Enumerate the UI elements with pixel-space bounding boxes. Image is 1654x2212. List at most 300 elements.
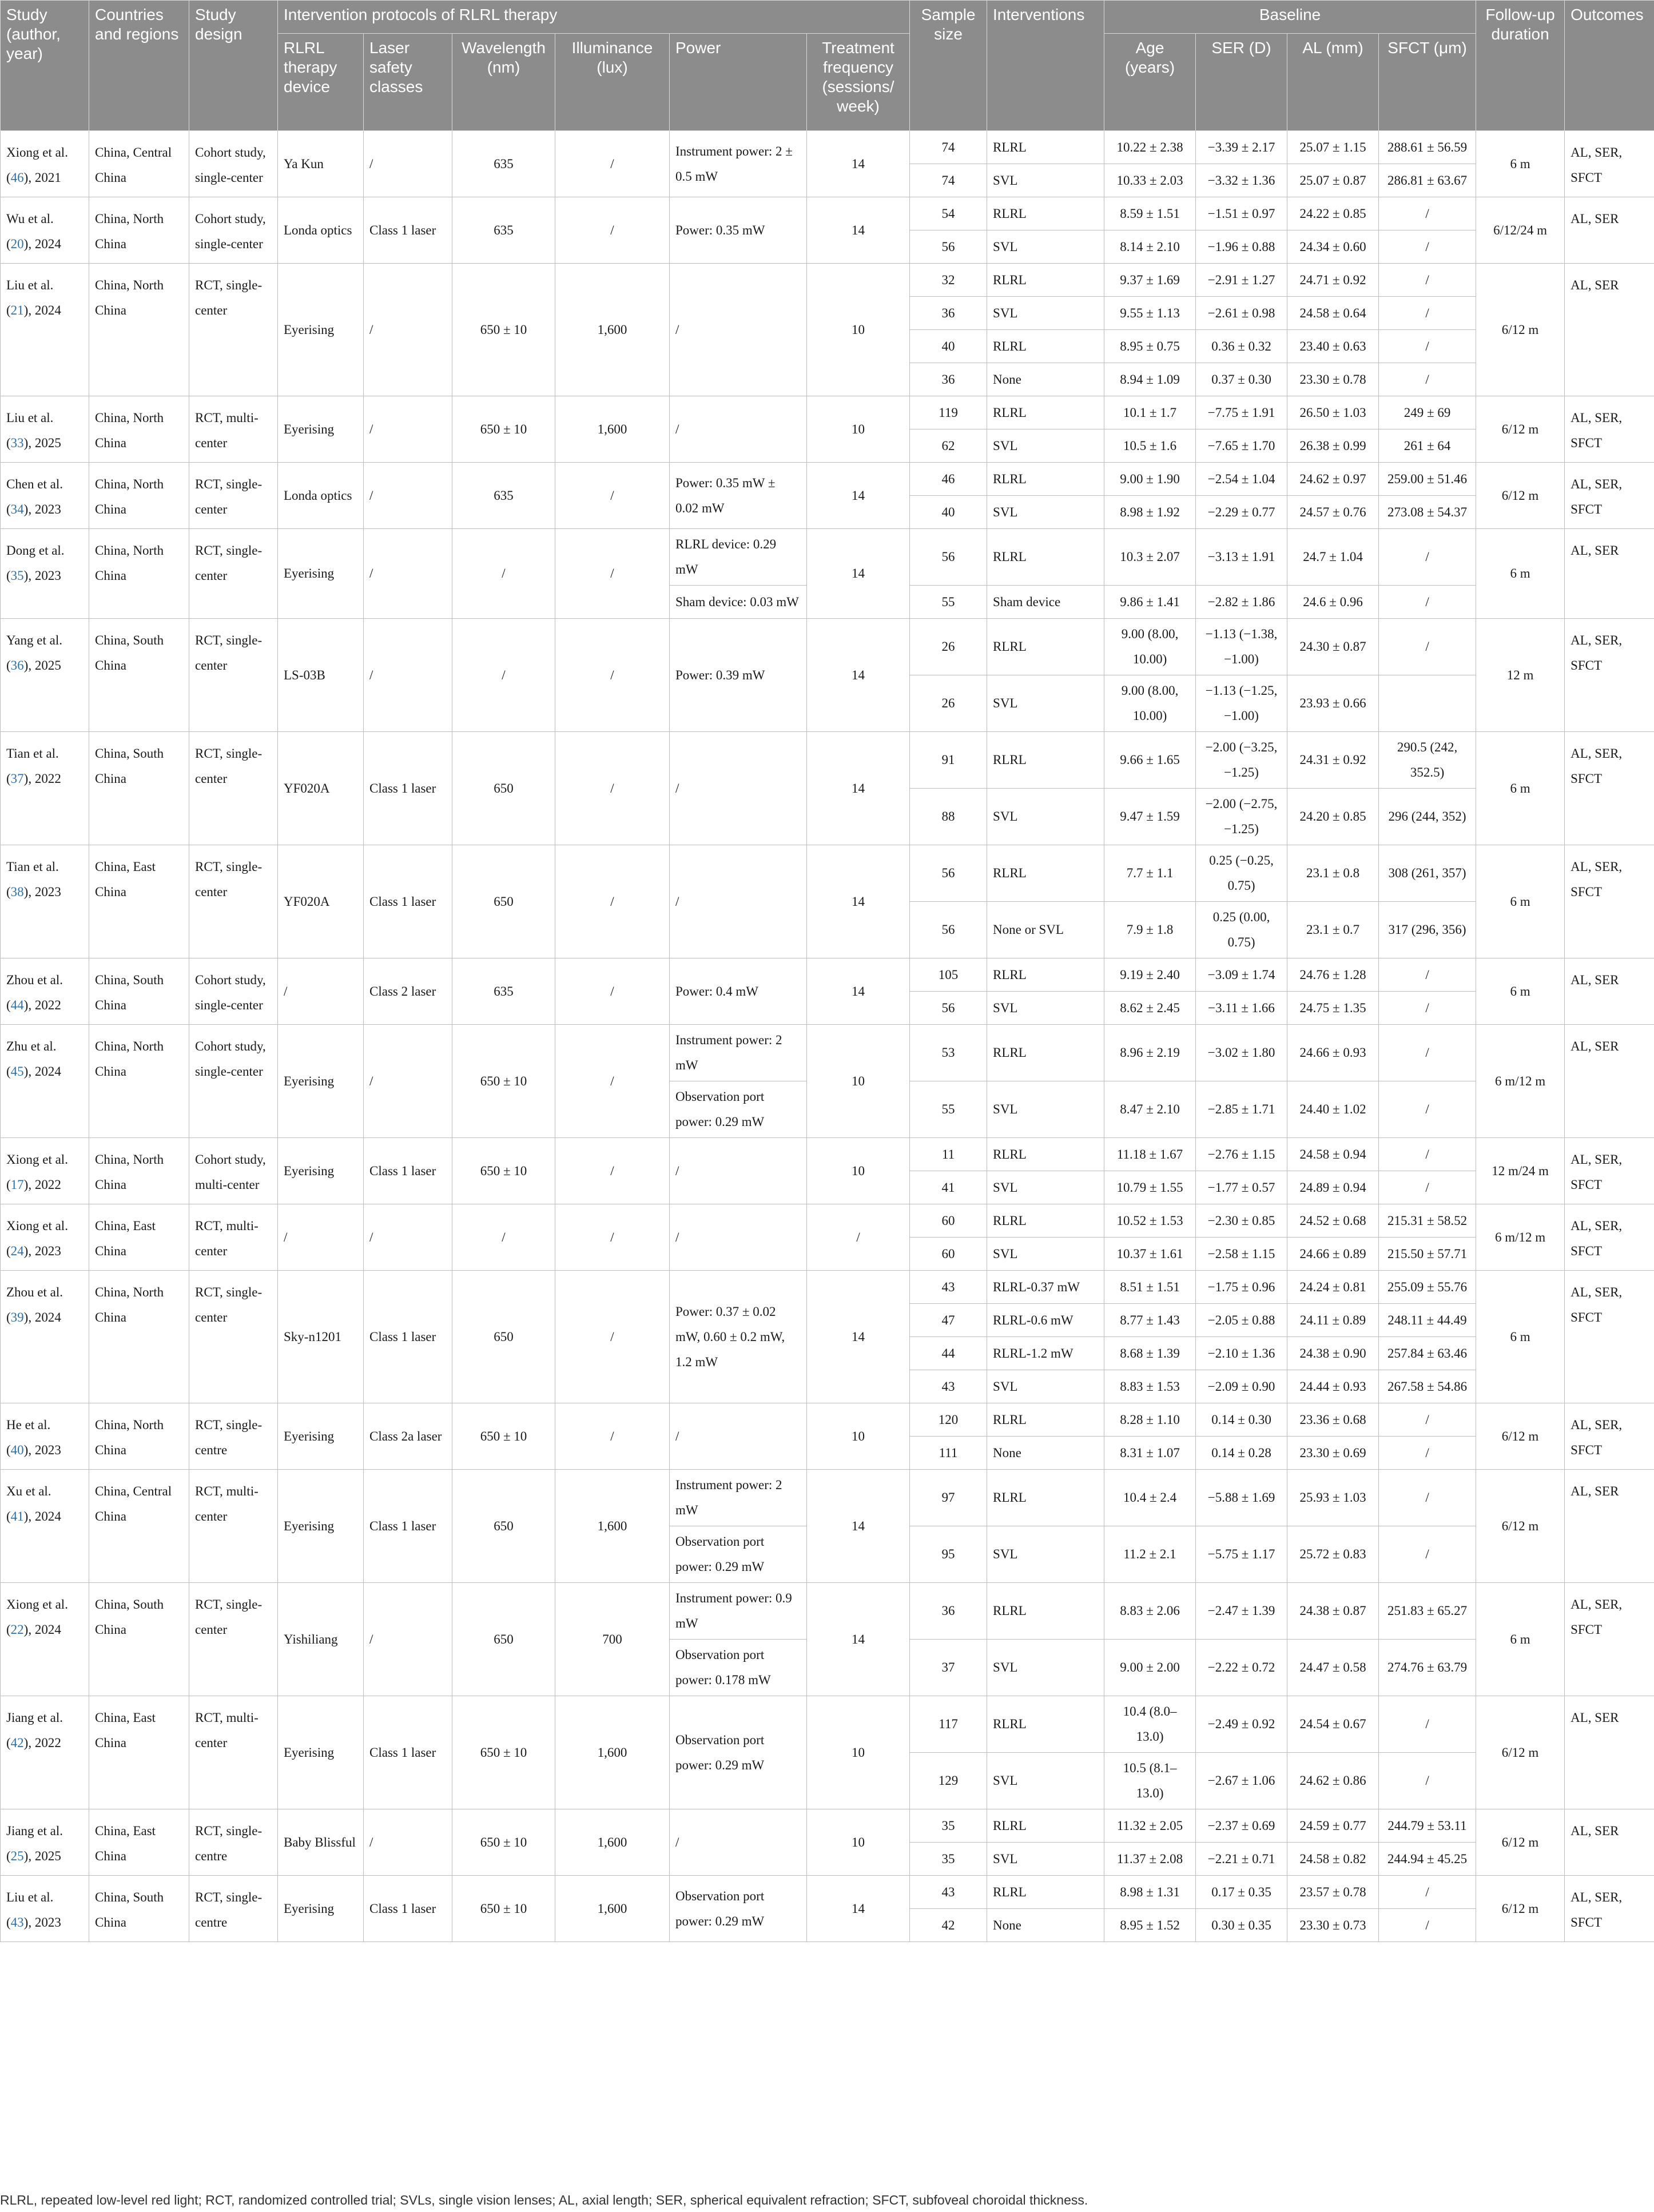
sfct-cell: 308 (261, 357): [1379, 845, 1476, 902]
outcomes-cell: AL, SER: [1565, 1025, 1654, 1138]
study-ref-link[interactable]: 46: [10, 170, 24, 185]
country-cell: China, South China: [89, 619, 189, 732]
study-ref-link[interactable]: 42: [10, 1736, 24, 1750]
ser-cell: −2.10 ± 1.36: [1196, 1337, 1287, 1370]
illuminance-cell: /: [555, 1204, 670, 1271]
followup-cell: 6 m/12 m: [1476, 1025, 1565, 1138]
country-cell: China, South China: [89, 1583, 189, 1696]
study-author: Wu et al.: [6, 212, 54, 226]
study-ref-link[interactable]: 21: [10, 303, 24, 317]
sample-size-cell: 36: [910, 363, 987, 396]
followup-cell: 6/12 m: [1476, 463, 1565, 529]
al-cell: 24.31 ± 0.92: [1287, 732, 1379, 789]
followup-cell: 6 m/12 m: [1476, 1204, 1565, 1271]
table-row: [1, 463, 1654, 496]
ser-cell: 0.14 ± 0.30: [1196, 1403, 1287, 1437]
study-author: Dong et al.: [6, 543, 65, 558]
age-cell: 10.4 (8.0–13.0): [1104, 1696, 1196, 1753]
laser-class-cell: Class 1 laser: [364, 1876, 452, 1942]
sfct-cell: 317 (296, 356): [1379, 902, 1476, 958]
outcomes-cell: AL, SER: [1565, 197, 1654, 264]
device-cell: Eyerising: [278, 1876, 364, 1942]
study-cell: Zhu et al. (45), 2024: [1, 1025, 89, 1138]
study-author: Xiong et al.: [6, 1597, 68, 1612]
sample-size-cell: 35: [910, 1809, 987, 1843]
device-cell: Ya Kun: [278, 131, 364, 197]
device-cell: Sky-n1201: [278, 1271, 364, 1403]
sfct-cell: /: [1379, 1025, 1476, 1081]
sample-size-cell: 42: [910, 1909, 987, 1942]
header-al: AL (mm): [1287, 34, 1379, 131]
table-row: [1, 1876, 1654, 1909]
sfct-cell: /: [1379, 1403, 1476, 1437]
study-cell: Zhou et al. (39), 2024: [1, 1271, 89, 1403]
al-cell: 23.30 ± 0.73: [1287, 1909, 1379, 1942]
ser-cell: −2.82 ± 1.86: [1196, 586, 1287, 619]
followup-cell: 6 m: [1476, 958, 1565, 1025]
study-ref-link[interactable]: 33: [10, 436, 24, 450]
sfct-cell: /: [1379, 586, 1476, 619]
header-baseline-group: Baseline: [1104, 1, 1476, 34]
sfct-cell: 286.81 ± 63.67: [1379, 164, 1476, 197]
sfct-cell: /: [1379, 619, 1476, 675]
age-cell: 8.94 ± 1.09: [1104, 363, 1196, 396]
study-cell: Tian et al. (37), 2022: [1, 732, 89, 845]
outcomes-cell: AL, SER: [1565, 958, 1654, 1025]
ser-cell: 0.25 (0.00, 0.75): [1196, 902, 1287, 958]
table-row: [1, 619, 1654, 675]
sample-size-cell: 32: [910, 264, 987, 297]
laser-class-cell: /: [364, 463, 452, 529]
sample-size-cell: 43: [910, 1271, 987, 1304]
study-ref-link[interactable]: 39: [10, 1310, 24, 1324]
al-cell: 23.30 ± 0.69: [1287, 1437, 1379, 1470]
followup-cell: 6/12 m: [1476, 396, 1565, 463]
sample-size-cell: 60: [910, 1204, 987, 1238]
study-ref-link[interactable]: 41: [10, 1509, 24, 1523]
wavelength-cell: 635: [452, 463, 555, 529]
sfct-cell: 274.76 ± 63.79: [1379, 1640, 1476, 1696]
illuminance-cell: /: [555, 529, 670, 619]
ser-cell: −2.30 ± 0.85: [1196, 1204, 1287, 1238]
outcomes-cell: AL, SER, SFCT: [1565, 1583, 1654, 1696]
sample-size-cell: 56: [910, 845, 987, 902]
al-cell: 24.58 ± 0.82: [1287, 1843, 1379, 1876]
ser-cell: −1.13 (−1.38, −1.00): [1196, 619, 1287, 675]
design-cell: RCT, single-center: [189, 1583, 278, 1696]
header-study: Study (author, year): [1, 1, 89, 131]
design-cell: Cohort study, single-center: [189, 1025, 278, 1138]
age-cell: 8.96 ± 2.19: [1104, 1025, 1196, 1081]
sfct-cell: 267.58 ± 54.86: [1379, 1370, 1476, 1403]
al-cell: 24.52 ± 0.68: [1287, 1204, 1379, 1238]
ser-cell: −2.09 ± 0.90: [1196, 1370, 1287, 1403]
study-year: 2024: [34, 1064, 61, 1079]
study-ref-link[interactable]: 38: [10, 885, 24, 899]
frequency-cell: 10: [807, 264, 910, 396]
followup-cell: 12 m: [1476, 619, 1565, 732]
study-year: 2025: [34, 658, 61, 673]
age-cell: 9.00 ± 2.00: [1104, 1640, 1196, 1696]
wavelength-cell: 650 ± 10: [452, 1138, 555, 1204]
followup-cell: 6/12 m: [1476, 1403, 1565, 1470]
design-cell: RCT, multi-center: [189, 1696, 278, 1809]
followup-cell: 6/12 m: [1476, 1470, 1565, 1583]
wavelength-cell: 650 ± 10: [452, 1809, 555, 1876]
country-cell: China, North China: [89, 264, 189, 396]
age-cell: 11.2 ± 2.1: [1104, 1526, 1196, 1583]
ser-cell: −2.91 ± 1.27: [1196, 264, 1287, 297]
study-ref-link[interactable]: 34: [10, 502, 24, 516]
frequency-cell: 10: [807, 1696, 910, 1809]
power-cell: RLRL device: 0.29 mW: [670, 529, 807, 586]
wavelength-cell: 635: [452, 131, 555, 197]
study-ref-link[interactable]: 37: [10, 771, 24, 786]
age-cell: 9.00 (8.00, 10.00): [1104, 675, 1196, 732]
sfct-cell: 249 ± 69: [1379, 396, 1476, 429]
age-cell: 9.47 ± 1.59: [1104, 789, 1196, 845]
power-cell: Power: 0.4 mW: [670, 958, 807, 1025]
frequency-cell: 14: [807, 529, 910, 619]
illuminance-cell: 1,600: [555, 1696, 670, 1809]
intervention-cell: SVL: [987, 1526, 1104, 1583]
ser-cell: −2.76 ± 1.15: [1196, 1138, 1287, 1171]
sample-size-cell: 111: [910, 1437, 987, 1470]
sfct-cell: /: [1379, 1876, 1476, 1909]
sample-size-cell: 129: [910, 1753, 987, 1809]
ser-cell: −2.00 (−2.75, −1.25): [1196, 789, 1287, 845]
age-cell: 8.68 ± 1.39: [1104, 1337, 1196, 1370]
study-ref-link[interactable]: 22: [10, 1622, 24, 1637]
sfct-cell: 215.50 ± 57.71: [1379, 1238, 1476, 1271]
illuminance-cell: /: [555, 732, 670, 845]
intervention-cell: RLRL: [987, 131, 1104, 164]
country-cell: China, East China: [89, 1696, 189, 1809]
design-cell: RCT, single-center: [189, 264, 278, 396]
country-cell: China, North China: [89, 1025, 189, 1138]
ser-cell: −3.09 ± 1.74: [1196, 958, 1287, 992]
design-cell: RCT, single-center: [189, 619, 278, 732]
frequency-cell: 14: [807, 619, 910, 732]
al-cell: 25.07 ± 0.87: [1287, 164, 1379, 197]
followup-cell: 6/12/24 m: [1476, 197, 1565, 264]
study-ref-link[interactable]: 36: [10, 658, 24, 673]
study-author: Liu et al.: [6, 411, 54, 425]
design-cell: Cohort study, single-center: [189, 958, 278, 1025]
sample-size-cell: 74: [910, 164, 987, 197]
study-author: Tian et al.: [6, 746, 59, 761]
ser-cell: −2.49 ± 0.92: [1196, 1696, 1287, 1753]
al-cell: 24.66 ± 0.89: [1287, 1238, 1379, 1271]
intervention-cell: SVL: [987, 675, 1104, 732]
outcomes-cell: AL, SER, SFCT: [1565, 396, 1654, 463]
age-cell: 8.95 ± 0.75: [1104, 330, 1196, 363]
ser-cell: 0.37 ± 0.30: [1196, 363, 1287, 396]
laser-class-cell: Class 1 laser: [364, 1696, 452, 1809]
sample-size-cell: 53: [910, 1025, 987, 1081]
laser-class-cell: /: [364, 396, 452, 463]
al-cell: 25.72 ± 0.83: [1287, 1526, 1379, 1583]
study-cell: Liu et al. (21), 2024: [1, 264, 89, 396]
al-cell: 24.24 ± 0.81: [1287, 1271, 1379, 1304]
power-cell: /: [670, 1809, 807, 1876]
intervention-cell: SVL: [987, 1640, 1104, 1696]
intervention-cell: None or SVL: [987, 902, 1104, 958]
power-cell: Observation port power: 0.29 mW: [670, 1696, 807, 1809]
sample-size-cell: 43: [910, 1876, 987, 1909]
age-cell: 8.98 ± 1.31: [1104, 1876, 1196, 1909]
study-ref-link[interactable]: 45: [10, 1064, 24, 1079]
ser-cell: −2.54 ± 1.04: [1196, 463, 1287, 496]
device-cell: YF020A: [278, 732, 364, 845]
al-cell: 24.47 ± 0.58: [1287, 1640, 1379, 1696]
al-cell: 24.89 ± 0.94: [1287, 1171, 1379, 1204]
ser-cell: −5.88 ± 1.69: [1196, 1470, 1287, 1526]
ser-cell: −2.05 ± 0.88: [1196, 1304, 1287, 1337]
study-author: Xu et al.: [6, 1484, 51, 1498]
study-author: Xiong et al.: [6, 1219, 68, 1233]
ser-cell: −3.11 ± 1.66: [1196, 992, 1287, 1025]
laser-class-cell: /: [364, 1025, 452, 1138]
study-ref-link[interactable]: 40: [10, 1443, 24, 1457]
ser-cell: −7.65 ± 1.70: [1196, 429, 1287, 463]
device-cell: YF020A: [278, 845, 364, 958]
country-cell: China, North China: [89, 1271, 189, 1403]
ser-cell: −2.61 ± 0.98: [1196, 297, 1287, 330]
ser-cell: −5.75 ± 1.17: [1196, 1526, 1287, 1583]
table-row: [1, 1025, 1654, 1081]
wavelength-cell: 650 ± 10: [452, 264, 555, 396]
design-cell: Cohort study, single-center: [189, 131, 278, 197]
device-cell: LS-03B: [278, 619, 364, 732]
design-cell: RCT, single-center: [189, 1271, 278, 1403]
study-ref-link[interactable]: 24: [10, 1244, 24, 1258]
study-ref-link[interactable]: 44: [10, 998, 24, 1012]
intervention-cell: SVL: [987, 429, 1104, 463]
power-cell: /: [670, 264, 807, 396]
followup-cell: 6/12 m: [1476, 1809, 1565, 1876]
study-year: 2025: [34, 1849, 61, 1863]
sfct-cell: /: [1379, 1171, 1476, 1204]
al-cell: 24.58 ± 0.94: [1287, 1138, 1379, 1171]
study-ref-link[interactable]: 17: [10, 1177, 24, 1192]
table-row: [1, 396, 1654, 429]
frequency-cell: 10: [807, 1403, 910, 1470]
sample-size-cell: 54: [910, 197, 987, 230]
age-cell: 10.3 ± 2.07: [1104, 529, 1196, 586]
device-cell: Londa optics: [278, 463, 364, 529]
power-cell: Instrument power: 2 mW: [670, 1470, 807, 1526]
design-cell: Cohort study, single-center: [189, 197, 278, 264]
outcomes-cell: AL, SER, SFCT: [1565, 1138, 1654, 1204]
sfct-cell: /: [1379, 230, 1476, 264]
header-interventions: Interventions: [987, 1, 1104, 131]
study-cell: He et al. (40), 2023: [1, 1403, 89, 1470]
table-header: [1, 1, 1654, 131]
age-cell: 9.86 ± 1.41: [1104, 586, 1196, 619]
illuminance-cell: 1,600: [555, 1809, 670, 1876]
design-cell: RCT, single-center: [189, 732, 278, 845]
intervention-cell: None: [987, 1437, 1104, 1470]
age-cell: 10.4 ± 2.4: [1104, 1470, 1196, 1526]
study-year: 2025: [34, 436, 61, 450]
device-cell: Baby Blissful: [278, 1809, 364, 1876]
country-cell: China, South China: [89, 732, 189, 845]
wavelength-cell: 650 ± 10: [452, 1876, 555, 1942]
table-row: [1, 1470, 1654, 1526]
study-ref-link[interactable]: 43: [10, 1915, 24, 1929]
outcomes-cell: AL, SER, SFCT: [1565, 732, 1654, 845]
sample-size-cell: 56: [910, 992, 987, 1025]
ser-cell: −2.29 ± 0.77: [1196, 496, 1287, 529]
age-cell: 8.47 ± 2.10: [1104, 1081, 1196, 1138]
outcomes-cell: AL, SER, SFCT: [1565, 845, 1654, 958]
study-author: Xiong et al.: [6, 1152, 68, 1167]
design-cell: RCT, single-centre: [189, 1403, 278, 1470]
design-cell: RCT, single-center: [189, 463, 278, 529]
wavelength-cell: 650: [452, 1470, 555, 1583]
age-cell: 10.22 ± 2.38: [1104, 131, 1196, 164]
header-sample: Sample size: [910, 1, 987, 131]
study-ref-link[interactable]: 35: [10, 568, 24, 583]
intervention-cell: None: [987, 363, 1104, 396]
age-cell: 8.83 ± 1.53: [1104, 1370, 1196, 1403]
sample-size-cell: 119: [910, 396, 987, 429]
country-cell: China, South China: [89, 958, 189, 1025]
study-year: 2024: [34, 1509, 61, 1523]
outcomes-cell: AL, SER, SFCT: [1565, 1876, 1654, 1942]
country-cell: China, Central China: [89, 1470, 189, 1583]
sample-size-cell: 56: [910, 230, 987, 264]
al-cell: 26.38 ± 0.99: [1287, 429, 1379, 463]
sfct-cell: 296 (244, 352): [1379, 789, 1476, 845]
header-frequency: Treatment frequency (sessions/ week): [807, 34, 910, 131]
wavelength-cell: /: [452, 1204, 555, 1271]
study-year: 2024: [34, 1622, 61, 1637]
intervention-cell: SVL: [987, 1843, 1104, 1876]
study-author: Zhou et al.: [6, 973, 63, 987]
frequency-cell: /: [807, 1204, 910, 1271]
frequency-cell: 14: [807, 197, 910, 264]
age-cell: 10.5 ± 1.6: [1104, 429, 1196, 463]
age-cell: 9.00 (8.00, 10.00): [1104, 619, 1196, 675]
power-cell: Sham device: 0.03 mW: [670, 586, 807, 619]
al-cell: 24.62 ± 0.97: [1287, 463, 1379, 496]
study-author: Jiang et al.: [6, 1824, 63, 1838]
ser-cell: −1.13 (−1.25, −1.00): [1196, 675, 1287, 732]
ser-cell: −3.02 ± 1.80: [1196, 1025, 1287, 1081]
al-cell: 23.36 ± 0.68: [1287, 1403, 1379, 1437]
wavelength-cell: 650 ± 10: [452, 396, 555, 463]
sfct-cell: 290.5 (242, 352.5): [1379, 732, 1476, 789]
ser-cell: −2.85 ± 1.71: [1196, 1081, 1287, 1138]
study-cell: Xiong et al. (46), 2021: [1, 131, 89, 197]
frequency-cell: 14: [807, 958, 910, 1025]
table-row: [1, 958, 1654, 992]
intervention-cell: RLRL: [987, 330, 1104, 363]
study-cell: Chen et al. (34), 2023: [1, 463, 89, 529]
laser-class-cell: Class 1 laser: [364, 732, 452, 845]
sfct-cell: 248.11 ± 44.49: [1379, 1304, 1476, 1337]
header-countries: Countries and regions: [89, 1, 189, 131]
study-author: Tian et al.: [6, 860, 59, 874]
study-author: He et al.: [6, 1418, 51, 1432]
sfct-cell: 273.08 ± 54.37: [1379, 496, 1476, 529]
frequency-cell: 14: [807, 845, 910, 958]
power-cell: /: [670, 1204, 807, 1271]
intervention-cell: RLRL: [987, 463, 1104, 496]
age-cell: 8.31 ± 1.07: [1104, 1437, 1196, 1470]
wavelength-cell: 650: [452, 1583, 555, 1696]
illuminance-cell: /: [555, 1271, 670, 1403]
study-author: Liu et al.: [6, 1890, 54, 1904]
design-cell: RCT, single-centre: [189, 1809, 278, 1876]
sfct-cell: /: [1379, 1753, 1476, 1809]
al-cell: 23.1 ± 0.8: [1287, 845, 1379, 902]
frequency-cell: 14: [807, 1470, 910, 1583]
al-cell: 25.07 ± 1.15: [1287, 131, 1379, 164]
ser-cell: −7.75 ± 1.91: [1196, 396, 1287, 429]
laser-class-cell: Class 1 laser: [364, 1271, 452, 1403]
study-year: 2022: [34, 1736, 61, 1750]
intervention-cell: SVL: [987, 992, 1104, 1025]
header-design: Study design: [189, 1, 278, 131]
sample-size-cell: 37: [910, 1640, 987, 1696]
illuminance-cell: /: [555, 958, 670, 1025]
laser-class-cell: /: [364, 264, 452, 396]
header-outcomes: Outcomes: [1565, 1, 1654, 131]
study-year: 2022: [34, 1177, 61, 1192]
illuminance-cell: /: [555, 131, 670, 197]
study-year: 2022: [34, 771, 61, 786]
al-cell: 24.38 ± 0.90: [1287, 1337, 1379, 1370]
ser-cell: −2.58 ± 1.15: [1196, 1238, 1287, 1271]
study-ref-link[interactable]: 20: [10, 237, 24, 251]
table-row: [1, 1403, 1654, 1437]
age-cell: 8.95 ± 1.52: [1104, 1909, 1196, 1942]
intervention-cell: RLRL-0.37 mW: [987, 1271, 1104, 1304]
age-cell: 11.32 ± 2.05: [1104, 1809, 1196, 1843]
sfct-cell: 288.61 ± 56.59: [1379, 131, 1476, 164]
illuminance-cell: /: [555, 1403, 670, 1470]
device-cell: Eyerising: [278, 1403, 364, 1470]
age-cell: 8.14 ± 2.10: [1104, 230, 1196, 264]
age-cell: 10.79 ± 1.55: [1104, 1171, 1196, 1204]
ser-cell: −2.37 ± 0.69: [1196, 1809, 1287, 1843]
sample-size-cell: 56: [910, 902, 987, 958]
age-cell: 8.83 ± 2.06: [1104, 1583, 1196, 1640]
wavelength-cell: 650 ± 10: [452, 1025, 555, 1138]
ser-cell: 0.36 ± 0.32: [1196, 330, 1287, 363]
al-cell: 24.76 ± 1.28: [1287, 958, 1379, 992]
followup-cell: 6/12 m: [1476, 1876, 1565, 1942]
frequency-cell: 14: [807, 1583, 910, 1696]
sample-size-cell: 40: [910, 496, 987, 529]
country-cell: China, South China: [89, 1876, 189, 1942]
age-cell: 8.59 ± 1.51: [1104, 197, 1196, 230]
intervention-cell: RLRL: [987, 732, 1104, 789]
study-ref-link[interactable]: 25: [10, 1849, 24, 1863]
study-cell: Yang et al. (36), 2025: [1, 619, 89, 732]
sfct-cell: /: [1379, 992, 1476, 1025]
device-cell: /: [278, 1204, 364, 1271]
outcomes-cell: AL, SER, SFCT: [1565, 1271, 1654, 1403]
table-row: [1, 264, 1654, 297]
sfct-cell: /: [1379, 1470, 1476, 1526]
age-cell: 9.37 ± 1.69: [1104, 264, 1196, 297]
followup-cell: 6 m: [1476, 732, 1565, 845]
followup-cell: 6 m: [1476, 529, 1565, 619]
